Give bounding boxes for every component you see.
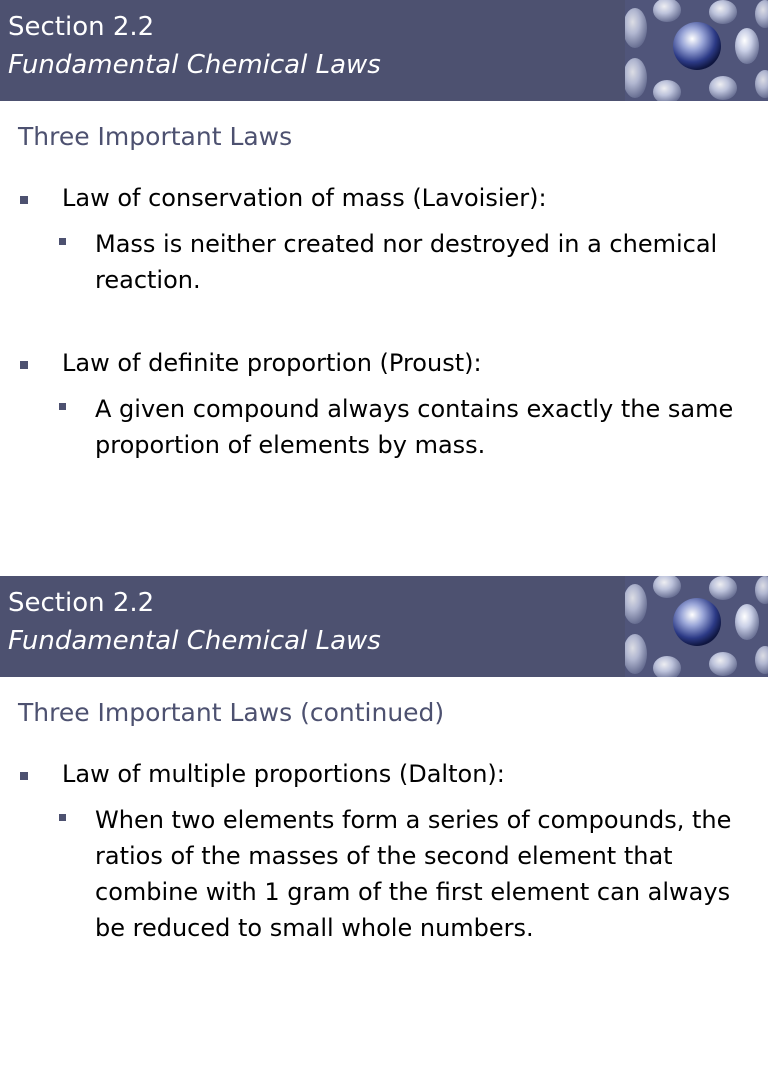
- sub-bullet-item: A given compound always contains exactly the same proportion of elements by mass.: [95, 391, 750, 463]
- bullet-item: Law of definite proportion (Proust):: [62, 349, 482, 377]
- slide-2: [0, 576, 768, 1088]
- section-label: Section 2.2: [8, 12, 155, 42]
- header-accent-bar: [0, 99, 505, 101]
- bullet-item: Law of multiple proportions (Dalton):: [62, 760, 505, 788]
- slide-title: Three Important Laws (continued): [18, 698, 445, 727]
- slide-header: [0, 576, 768, 677]
- molecule-spheres-icon: [625, 0, 768, 101]
- slide-header: [0, 0, 768, 101]
- sub-bullet-item: When two elements form a series of compounds, the ratios of the masses of the second element that combine with 1 gram of the first element can always be reduced to small whole numbers.: [95, 802, 750, 946]
- section-label: Section 2.2: [8, 588, 155, 618]
- slide-1: [0, 0, 768, 512]
- bullet-item: Law of conservation of mass (Lavoisier):: [62, 184, 547, 212]
- header-accent-bar: [0, 675, 505, 677]
- sub-bullet-item: Mass is neither created nor destroyed in a chemical reaction.: [95, 226, 750, 298]
- molecule-spheres-icon: [625, 576, 768, 677]
- slide-title: Three Important Laws: [18, 122, 293, 151]
- section-subtitle: Fundamental Chemical Laws: [8, 50, 381, 80]
- section-subtitle: Fundamental Chemical Laws: [8, 626, 381, 656]
